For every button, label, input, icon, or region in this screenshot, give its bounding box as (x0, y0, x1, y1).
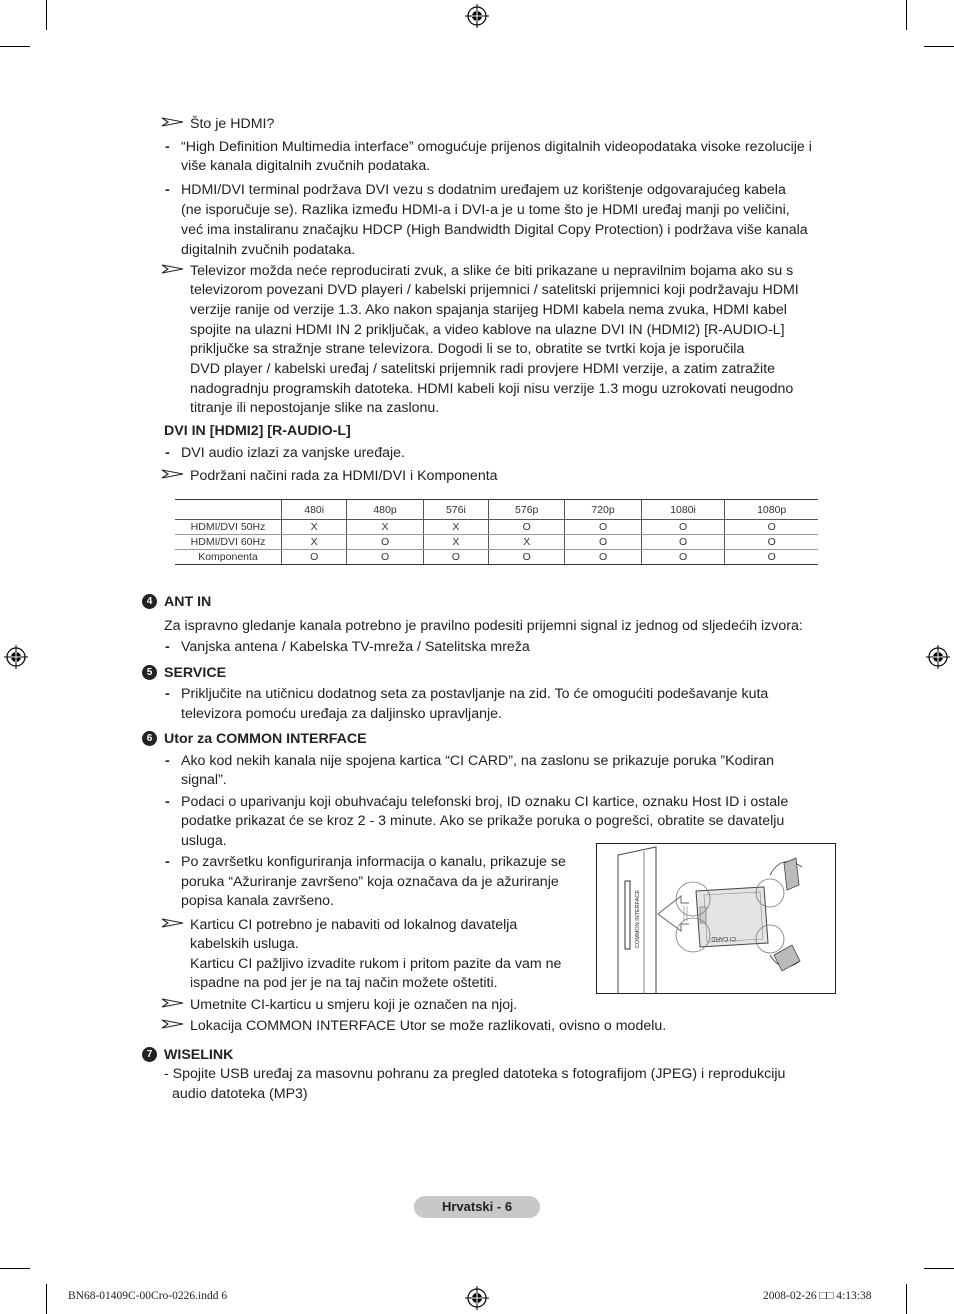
wiselink-text-line-2: audio datoteka (MP3) (172, 1086, 308, 1102)
note-arrow-icon (162, 1019, 184, 1029)
note-arrow-icon (162, 469, 184, 479)
ci-item-1-line-2: signal”. (181, 772, 227, 788)
table-cell: O (423, 550, 488, 565)
table-cell: O (641, 550, 725, 565)
table-header-row (175, 500, 818, 520)
table-cell: O (565, 520, 641, 535)
note-arrow-icon (162, 117, 184, 127)
registration-mark-icon (926, 645, 950, 669)
crop-mark (924, 46, 954, 47)
crop-mark (0, 1268, 30, 1269)
ci-item-3-line-2: poruka “Ažuriranje završeno” koja označava da je ažuriranje (181, 874, 559, 890)
section-number-badge: 5 (142, 665, 157, 680)
note-arrow-icon (162, 918, 184, 928)
ant-item: Vanjska antena / Kabelska TV-mreža / Satelitska mreža (181, 639, 530, 655)
ci-item-2-line-2: podatke prikazat će se kroz 2 - 3 minute. Ako se prikaže poruka o pogrešci, obratite se davatelju (181, 813, 785, 829)
table-cell: X (423, 520, 488, 535)
ci-note1-line-1: Karticu CI potrebno je nabaviti od lokalnog davatelja (190, 917, 518, 933)
hdmi-item-2-line-4: digitalnih zvučnih podataka. (181, 242, 356, 258)
section-number-badge: 7 (142, 1047, 157, 1062)
registration-mark-icon (465, 4, 489, 28)
figure-card-label: CI CARD (711, 935, 736, 941)
table-header-cell (175, 500, 282, 520)
service-heading: SERVICE (164, 665, 227, 681)
hdmi-note-line-8: titranje ili nepostojanje slike na zaslonu. (190, 400, 440, 416)
ci-note1-line-4: ispadne na pod jer je na taj način možete oštetiti. (190, 975, 498, 991)
ci-note1-line-2: kabelskih usluga. (190, 936, 299, 952)
table-cell: O (725, 520, 818, 535)
table-header-cell: 576i (423, 500, 488, 520)
hdmi-item-2-line-2: (ne isporučuje se). Razlika između HDMI-a i DVI-a je u tome što je HDMI uređaj manji po veličini, (181, 202, 790, 218)
table-row (175, 535, 818, 550)
ci-note2: Umetnite CI-karticu u smjeru koji je označen na njoj. (190, 997, 518, 1013)
file-slug: BN68-01409C-00Cro-0226.indd 6 (68, 1290, 228, 1302)
bullet-dash: - (165, 753, 170, 769)
bullet-dash: - (165, 182, 170, 198)
figure-slot-label: COMMON INTERFACE (635, 889, 641, 948)
table-cell: HDMI/DVI 50Hz (175, 520, 282, 535)
bullet-dash: - (165, 639, 170, 655)
note-arrow-icon (162, 264, 184, 274)
hdmi-note-line-1: Televizor možda neće reproducirati zvuk, a slike će biti prikazane u nepravilnim bojama ako su s (190, 263, 794, 279)
ci-item-3-line-1: Po završetku konfiguriranja informacija o kanalu, prikazuje se (181, 854, 566, 870)
table-header-cell: 1080i (641, 500, 725, 520)
table-header-cell: 576p (489, 500, 565, 520)
hdmi-item-1-line-2: više kanala digitalnih zvučnih podataka. (181, 158, 431, 174)
bullet-dash: - (165, 854, 170, 870)
table-cell: X (282, 520, 347, 535)
table-cell: O (565, 550, 641, 565)
table-cell: HDMI/DVI 60Hz (175, 535, 282, 550)
crop-mark (906, 1284, 907, 1314)
crop-mark (46, 0, 47, 30)
table-header-cell: 480i (282, 500, 347, 520)
table-cell: O (725, 535, 818, 550)
table-cell: X (347, 520, 423, 535)
table-cell: O (565, 535, 641, 550)
dvi-note: Podržani načini rada za HDMI/DVI i Komponenta (190, 468, 498, 484)
table-cell: O (347, 535, 423, 550)
table-cell: Komponenta (175, 550, 282, 565)
table-cell: O (725, 550, 818, 565)
table-cell: X (489, 535, 565, 550)
table-cell: X (282, 535, 347, 550)
section-number-badge: 4 (142, 594, 157, 609)
table-cell: O (347, 550, 423, 565)
table-header-cell: 1080p (725, 500, 818, 520)
ci-item-1-line-1: Ako kod nekih kanala nije spojena kartica “CI CARD”, na zaslonu se prikazuje poruka ”Kodiran (181, 753, 775, 769)
hdmi-note-line-6: DVD player / kabelski uređaj / satelitski prijemnik radi provjere HDMI verzije, a zatim zatražite (190, 361, 776, 377)
note-arrow-icon (162, 998, 184, 1008)
ci-item-2-line-1: Podaci o uparivanju koji obuhvaćaju telefonski broj, ID oznaku CI kartice, oznaku Host ID i ostale (181, 794, 789, 810)
bullet-dash: - (165, 686, 170, 702)
wiselink-text-line-1: - Spojite USB uređaj za masovnu pohranu za pregled datoteka s fotografijom (JPEG) i reprodukciju (164, 1066, 786, 1082)
dvi-heading: DVI IN [HDMI2] [R-AUDIO-L] (164, 423, 351, 439)
ci-note3: Lokacija COMMON INTERFACE Utor se može razlikovati, ovisno o modelu. (190, 1018, 667, 1034)
table-cell: X (423, 535, 488, 550)
service-item-line-1: Priključite na utičnicu dodatnog seta za postavljanje na zid. To će omogućiti podešavanje kuta (181, 686, 769, 702)
hdmi-item-2-line-3: već ima instaliranu značajku HDCP (High Bandwidth Digital Copy Protection) i podržava više kanala (181, 222, 808, 238)
page-number-label: Hrvatski - 6 (414, 1196, 540, 1218)
hdmi-note-line-2: televizorom povezani DVD playeri / kabelski prijemnici / satelitski prijemnici koji podržavaju HDMI (190, 282, 799, 298)
ci-item-3-line-3: popisa kanala završeno. (181, 893, 335, 909)
date-slug: 2008-02-26 □□ 4:13:38 (763, 1290, 872, 1302)
hdmi-note-line-4: spojite na ulazni HDMI IN 2 priključak, a video kablove na ulazne DVI IN (HDMI2) [R-AUDIO-L] (190, 322, 785, 338)
service-item-line-2: televizora pomoću uređaja za daljinsko upravljanje. (181, 706, 502, 722)
bullet-dash: - (165, 139, 170, 155)
registration-mark-icon (4, 645, 28, 669)
bullet-dash: - (165, 794, 170, 810)
ci-item-2-line-3: usluga. (181, 833, 227, 849)
bullet-dash: - (165, 445, 170, 461)
table-header-cell: 480p (347, 500, 423, 520)
hdmi-item-2-line-1: HDMI/DVI terminal podržava DVI vezu s dodatnim uređajem uz korištenje odgovarajućeg kabela (181, 182, 786, 198)
ci-card-figure (596, 843, 836, 994)
ci-heading: Utor za COMMON INTERFACE (164, 731, 367, 747)
dvi-item: DVI audio izlazi za vanjske uređaje. (181, 445, 405, 461)
table-header-cell: 720p (565, 500, 641, 520)
ant-heading: ANT IN (164, 594, 212, 610)
table-cell: O (489, 550, 565, 565)
crop-mark (924, 1268, 954, 1269)
wiselink-heading: WISELINK (164, 1047, 234, 1063)
hdmi-note-line-3: verzije ranije od verzije 1.3. Ako nakon spajanja starijeg HDMI kabela nema zvuka, HDMI kabel (190, 302, 787, 318)
hdmi-note-line-5: priključke sa stražnje strane televizora. Dogodi li se to, obratite se tvrtki koja je isporučila (190, 341, 745, 357)
table-row (175, 520, 818, 535)
ci-note1-line-3: Karticu CI pažljivo izvadite rukom i pritom pazite da vam ne (190, 956, 562, 972)
section-number-badge: 6 (142, 731, 157, 746)
crop-mark (46, 1284, 47, 1314)
crop-mark (0, 46, 30, 47)
registration-mark-icon (465, 1286, 489, 1310)
ant-text: Za ispravno gledanje kanala potrebno je pravilno podesiti prijemni signal iz jednog od sljedećih izvora: (164, 618, 803, 634)
hdmi-note-line-7: nadogradnju programskih datoteka. HDMI kabeli koji nisu verzije 1.3 mogu uzrokovati neugodno (190, 381, 794, 397)
table-cell: O (282, 550, 347, 565)
table-cell: O (489, 520, 565, 535)
table-cell: O (641, 535, 725, 550)
table-row (175, 550, 818, 565)
hdmi-item-1-line-1: “High Definition Multimedia interface” omogućuje prijenos digitalnih videopodataka visoke rezolucije i (181, 139, 812, 155)
hdmi-title: Što je HDMI? (190, 116, 275, 132)
format-table (175, 499, 818, 565)
crop-mark (906, 0, 907, 30)
table-cell: O (641, 520, 725, 535)
